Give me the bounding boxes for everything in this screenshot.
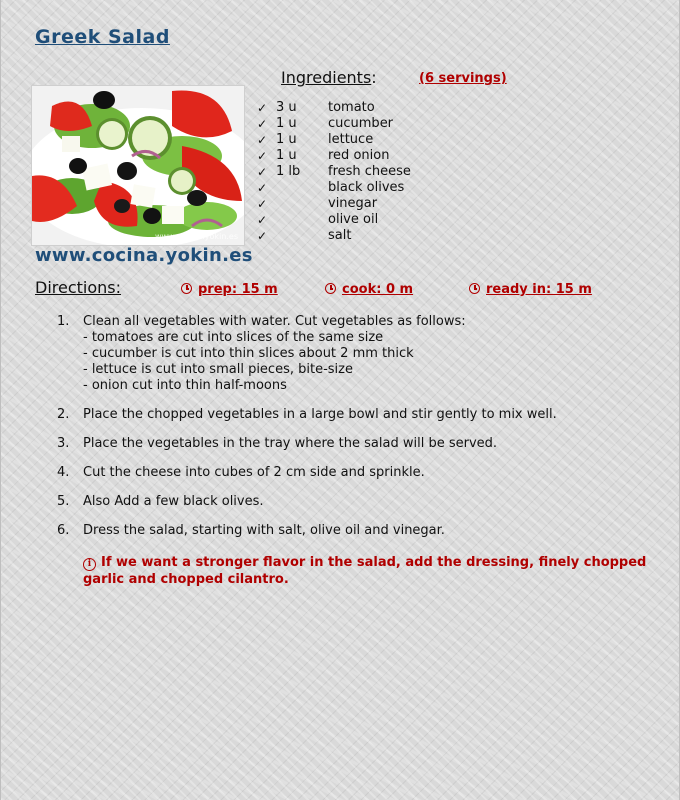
ingredient-item xyxy=(257,212,457,228)
prep-time-link[interactable]: prep: 15 m xyxy=(181,282,278,297)
ingredient-name: tomato xyxy=(328,100,375,115)
ingredient-qty: 1 u xyxy=(276,132,297,147)
check-icon: ✓ xyxy=(257,117,268,131)
clock-icon xyxy=(469,283,480,294)
step-subitem: - cucumber is cut into thin slices about 2 mm thick xyxy=(83,346,414,361)
ingredient-name: red onion xyxy=(328,148,390,163)
check-icon: ✓ xyxy=(257,213,268,227)
step-number: 1. xyxy=(57,314,70,329)
ingredient-name: fresh cheese xyxy=(328,164,411,179)
ingredient-list xyxy=(257,100,457,244)
ingredient-name: black olives xyxy=(328,180,405,195)
ingredient-qty: 1 u xyxy=(276,148,297,163)
ingredient-name: lettuce xyxy=(328,132,374,147)
direction-steps xyxy=(57,314,647,552)
ingredient-qty: 1 u xyxy=(276,116,297,131)
ingredient-item xyxy=(257,148,457,164)
step-text: Dress the salad, starting with salt, olive oil and vinegar. xyxy=(83,523,445,538)
check-icon: ✓ xyxy=(257,181,268,195)
cook-time-link[interactable]: cook: 0 m xyxy=(325,282,413,297)
step-text: Also Add a few black olives. xyxy=(83,494,264,509)
salad-photo xyxy=(32,86,244,245)
ingredients-heading: Ingredients: xyxy=(281,68,377,87)
ingredient-qty: 1 lb xyxy=(276,164,301,179)
step-text: Cut the cheese into cubes of 2 cm side and sprinkle. xyxy=(83,465,425,480)
ingredient-name: salt xyxy=(328,228,352,243)
step-subitem: - lettuce is cut into small pieces, bite-size xyxy=(83,362,353,377)
salad-illustration xyxy=(32,86,244,245)
check-icon: ✓ xyxy=(257,101,268,115)
check-icon: ✓ xyxy=(257,229,268,243)
step-number: 2. xyxy=(57,407,70,422)
step-item xyxy=(57,314,647,394)
step-subitem: - tomatoes are cut into slices of the same size xyxy=(83,330,384,345)
step-subitem: - onion cut into thin half-moons xyxy=(83,378,287,393)
ingredient-item xyxy=(257,228,457,244)
ingredient-qty: 3 u xyxy=(276,100,297,115)
step-item xyxy=(57,523,647,539)
info-icon: i xyxy=(83,558,96,571)
check-icon: ✓ xyxy=(257,149,268,163)
step-item xyxy=(57,494,647,510)
ingredient-item xyxy=(257,116,457,132)
clock-icon xyxy=(325,283,336,294)
ingredient-name: vinegar xyxy=(328,196,378,211)
ingredient-name: cucumber xyxy=(328,116,394,131)
recipe-title[interactable]: Greek Salad xyxy=(35,26,170,48)
ingredient-item xyxy=(257,180,457,196)
ingredient-item xyxy=(257,196,457,212)
step-number: 6. xyxy=(57,523,70,538)
step-number: 3. xyxy=(57,436,70,451)
step-text: Clean all vegetables with water. Cut vegetables as follows: xyxy=(83,314,466,329)
ingredient-item xyxy=(257,164,457,180)
check-icon: ✓ xyxy=(257,133,268,147)
ingredient-item xyxy=(257,100,457,116)
photo-watermark: www.cocina.yokin.es xyxy=(154,232,238,241)
ready-time-link[interactable]: ready in: 15 m xyxy=(469,282,592,297)
step-text: Place the vegetables in the tray where the salad will be served. xyxy=(83,436,498,451)
servings-link[interactable]: (6 servings) xyxy=(419,71,507,86)
step-item xyxy=(57,465,647,481)
tip-note xyxy=(83,554,653,588)
step-item xyxy=(57,407,647,423)
step-number: 5. xyxy=(57,494,70,509)
directions-heading: Directions: xyxy=(35,278,122,297)
ingredient-name: olive oil xyxy=(328,212,379,227)
step-number: 4. xyxy=(57,465,70,480)
ingredient-item xyxy=(257,132,457,148)
clock-icon xyxy=(181,283,192,294)
site-url[interactable]: www.cocina.yokin.es xyxy=(35,245,253,266)
tip-text: If we want a stronger flavor in the salad, add the dressing, finely chopped garlic and chopped cilantro. xyxy=(83,555,647,587)
check-icon: ✓ xyxy=(257,197,268,211)
step-item xyxy=(57,436,647,452)
step-text: Place the chopped vegetables in a large bowl and stir gently to mix well. xyxy=(83,407,557,422)
check-icon: ✓ xyxy=(257,165,268,179)
